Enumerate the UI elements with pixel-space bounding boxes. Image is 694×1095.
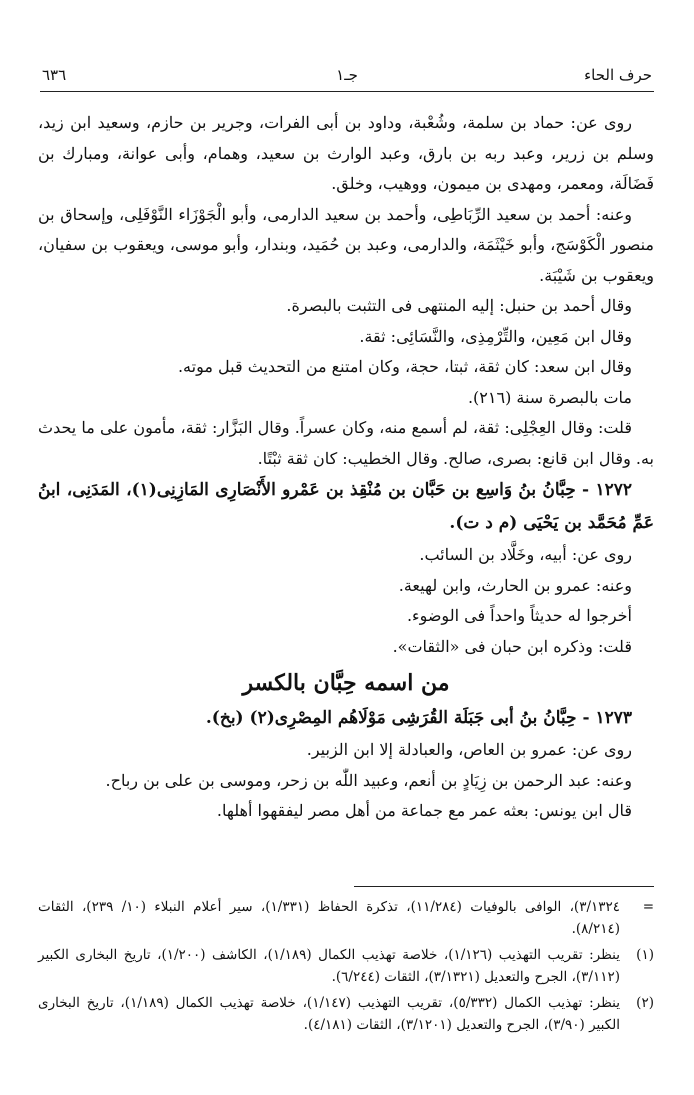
entry-1272-line: قلت: وذكره ابن حبان فى «الثقات». xyxy=(392,636,632,656)
volume-label: جـ١ xyxy=(336,66,358,84)
chapter-title: حرف الحاء xyxy=(584,66,652,84)
entry-1273-heading: ١٢٧٣ - حِبَّانُ بنُ أبى جَبَلَة القُرَشِى مَوْلَاهُم المِصْرِى(٢) (بخ). xyxy=(205,708,632,728)
ibn-main-quote: وقال ابن مَعِين، والتِّرْمِذِى، والنَّسَائِى: ثقة. xyxy=(359,326,632,346)
footnote-marker: (١) xyxy=(636,947,654,963)
ibn-saad-quote: وقال ابن سعد: كان ثقة، ثبتا، حجة، وكان امتنع من التحديث قبل موته. xyxy=(177,357,632,376)
header-divider xyxy=(40,91,654,92)
narrators-paragraph: وعنه: أحمد بن سعيد الرِّبَاطِى، وأحمد بن سعيد الدارمى، وأبو الْجَوْزَاء النَّوْفَلِى، وإسحاق بن منصور الْكَوْسَج، وأبو خَيْثَمَة، والدارمى، وعبد بن حُمَيد، وبندار، وأبو موسى، ويعقوب بن سفيان، ويعقوب بن شَيْبَة. xyxy=(38,204,654,285)
footnote-divider xyxy=(354,886,654,887)
author-remark: قلت: وقال العِجْلِى: ثقة، لم أسمع منه، وكان عسراً. وقال البَزَّار: ثقة، مأمون على ما يحدث به. وقال ابن قانع: بصرى، صالح. وقال الخطيب: كان ثقة ثبْتًا. xyxy=(38,418,654,468)
footnote-marker: (٢) xyxy=(636,995,654,1011)
footnote-continuation xyxy=(38,896,654,940)
entry-1273-line: وعنه: عبد الرحمن بن زِيَادٍ بن أنعم، وعبيد اللّٰه بن زحر، وموسى بن على بن رباح. xyxy=(105,770,632,790)
entry-1273-line: روى عن: عمرو بن العاص، والعبادلة إلا ابن الزبير. xyxy=(306,740,632,759)
footnote-text: ينظر: تهذيب الكمال (٥/٣٣٢)، تقريب التهذيب (١/١٤٧)، خلاصة تهذيب الكمال (١/١٨٩)، تاريخ البخارى الكبير (٣/٩٠)، الجرح والتعديل (٣/١٢٠١)، الثقات (٤/١٨١). xyxy=(38,995,621,1033)
footnote-1 xyxy=(38,944,654,988)
entry-1272-line: وعنه: عمرو بن الحارث، وابن لهيعة. xyxy=(398,575,632,595)
footnote-text: ٣/١٣٢٤)، الوافى بالوفيات (١١/٢٨٤)، تذكرة الحفاظ (١/٣٣١)، سير أعلام النبلاء (١٠/ ٢٣٩)، الثقات (٨/٢١٤). xyxy=(38,899,621,937)
entry-1272-line: أخرجوا له حديثاً واحداً فى الوضوء. xyxy=(406,606,632,625)
footnote-marker: = xyxy=(642,899,654,915)
entry-1272-line: روى عن: أبيه، وخَلَّاد بن السائب. xyxy=(419,545,632,564)
running-header xyxy=(42,66,652,88)
entry-1273-line: قال ابن يونس: بعثه عمر مع جماعة من أهل مصر ليفقهوا أهلها. xyxy=(216,801,632,820)
footnote-text: ينظر: تقريب التهذيب (١/١٢٦)، خلاصة تهذيب الكمال (١/١٨٩)، الكاشف (١/٢٠٠)، تاريخ البخارى الكبير (٣/١١٢)، الجرح والتعديل (٣/١٣٢١)، الثقات (٦/٢٤٤). xyxy=(38,947,620,985)
page-number: ٦٣٦ xyxy=(42,66,67,84)
ibn-hanbal-quote: وقال أحمد بن حنبل: إليه المنتهى فى التثبت بالبصرة. xyxy=(286,296,632,315)
footnotes xyxy=(38,896,654,1040)
death-note: مات بالبصرة سنة (٢١٦). xyxy=(467,387,632,407)
narrated-from-paragraph: روى عن: حماد بن سلمة، وشُعْبة، وداود بن أبى الفرات، وجرير بن حازم، وسعيد ابن زيد، وسلم بن زرير، وعبد ربه بن بارق، وعبد الوارث بن سعيد، وهمام، وأبى عوانة، ومبارك بن فَضَالَة، ومعمر، ومهدى بن ميمون، ووهيب، وخلق. xyxy=(38,113,654,193)
section-title: من اسمه حِبَّان بالكسر xyxy=(242,670,450,696)
entry-1272-heading: ١٢٧٢ - حِبَّانُ بنُ وَاسِع بن حَبَّان بن مُنْقِذ بن عَمْرو الأَنْصَارِى المَازِنِى(١)، المَدَنِى، ابنُ عَمِّ مُحَمَّد بن يَحْيَى (م د ت). xyxy=(38,480,654,533)
main-text xyxy=(38,108,654,827)
footnote-2 xyxy=(38,992,654,1036)
